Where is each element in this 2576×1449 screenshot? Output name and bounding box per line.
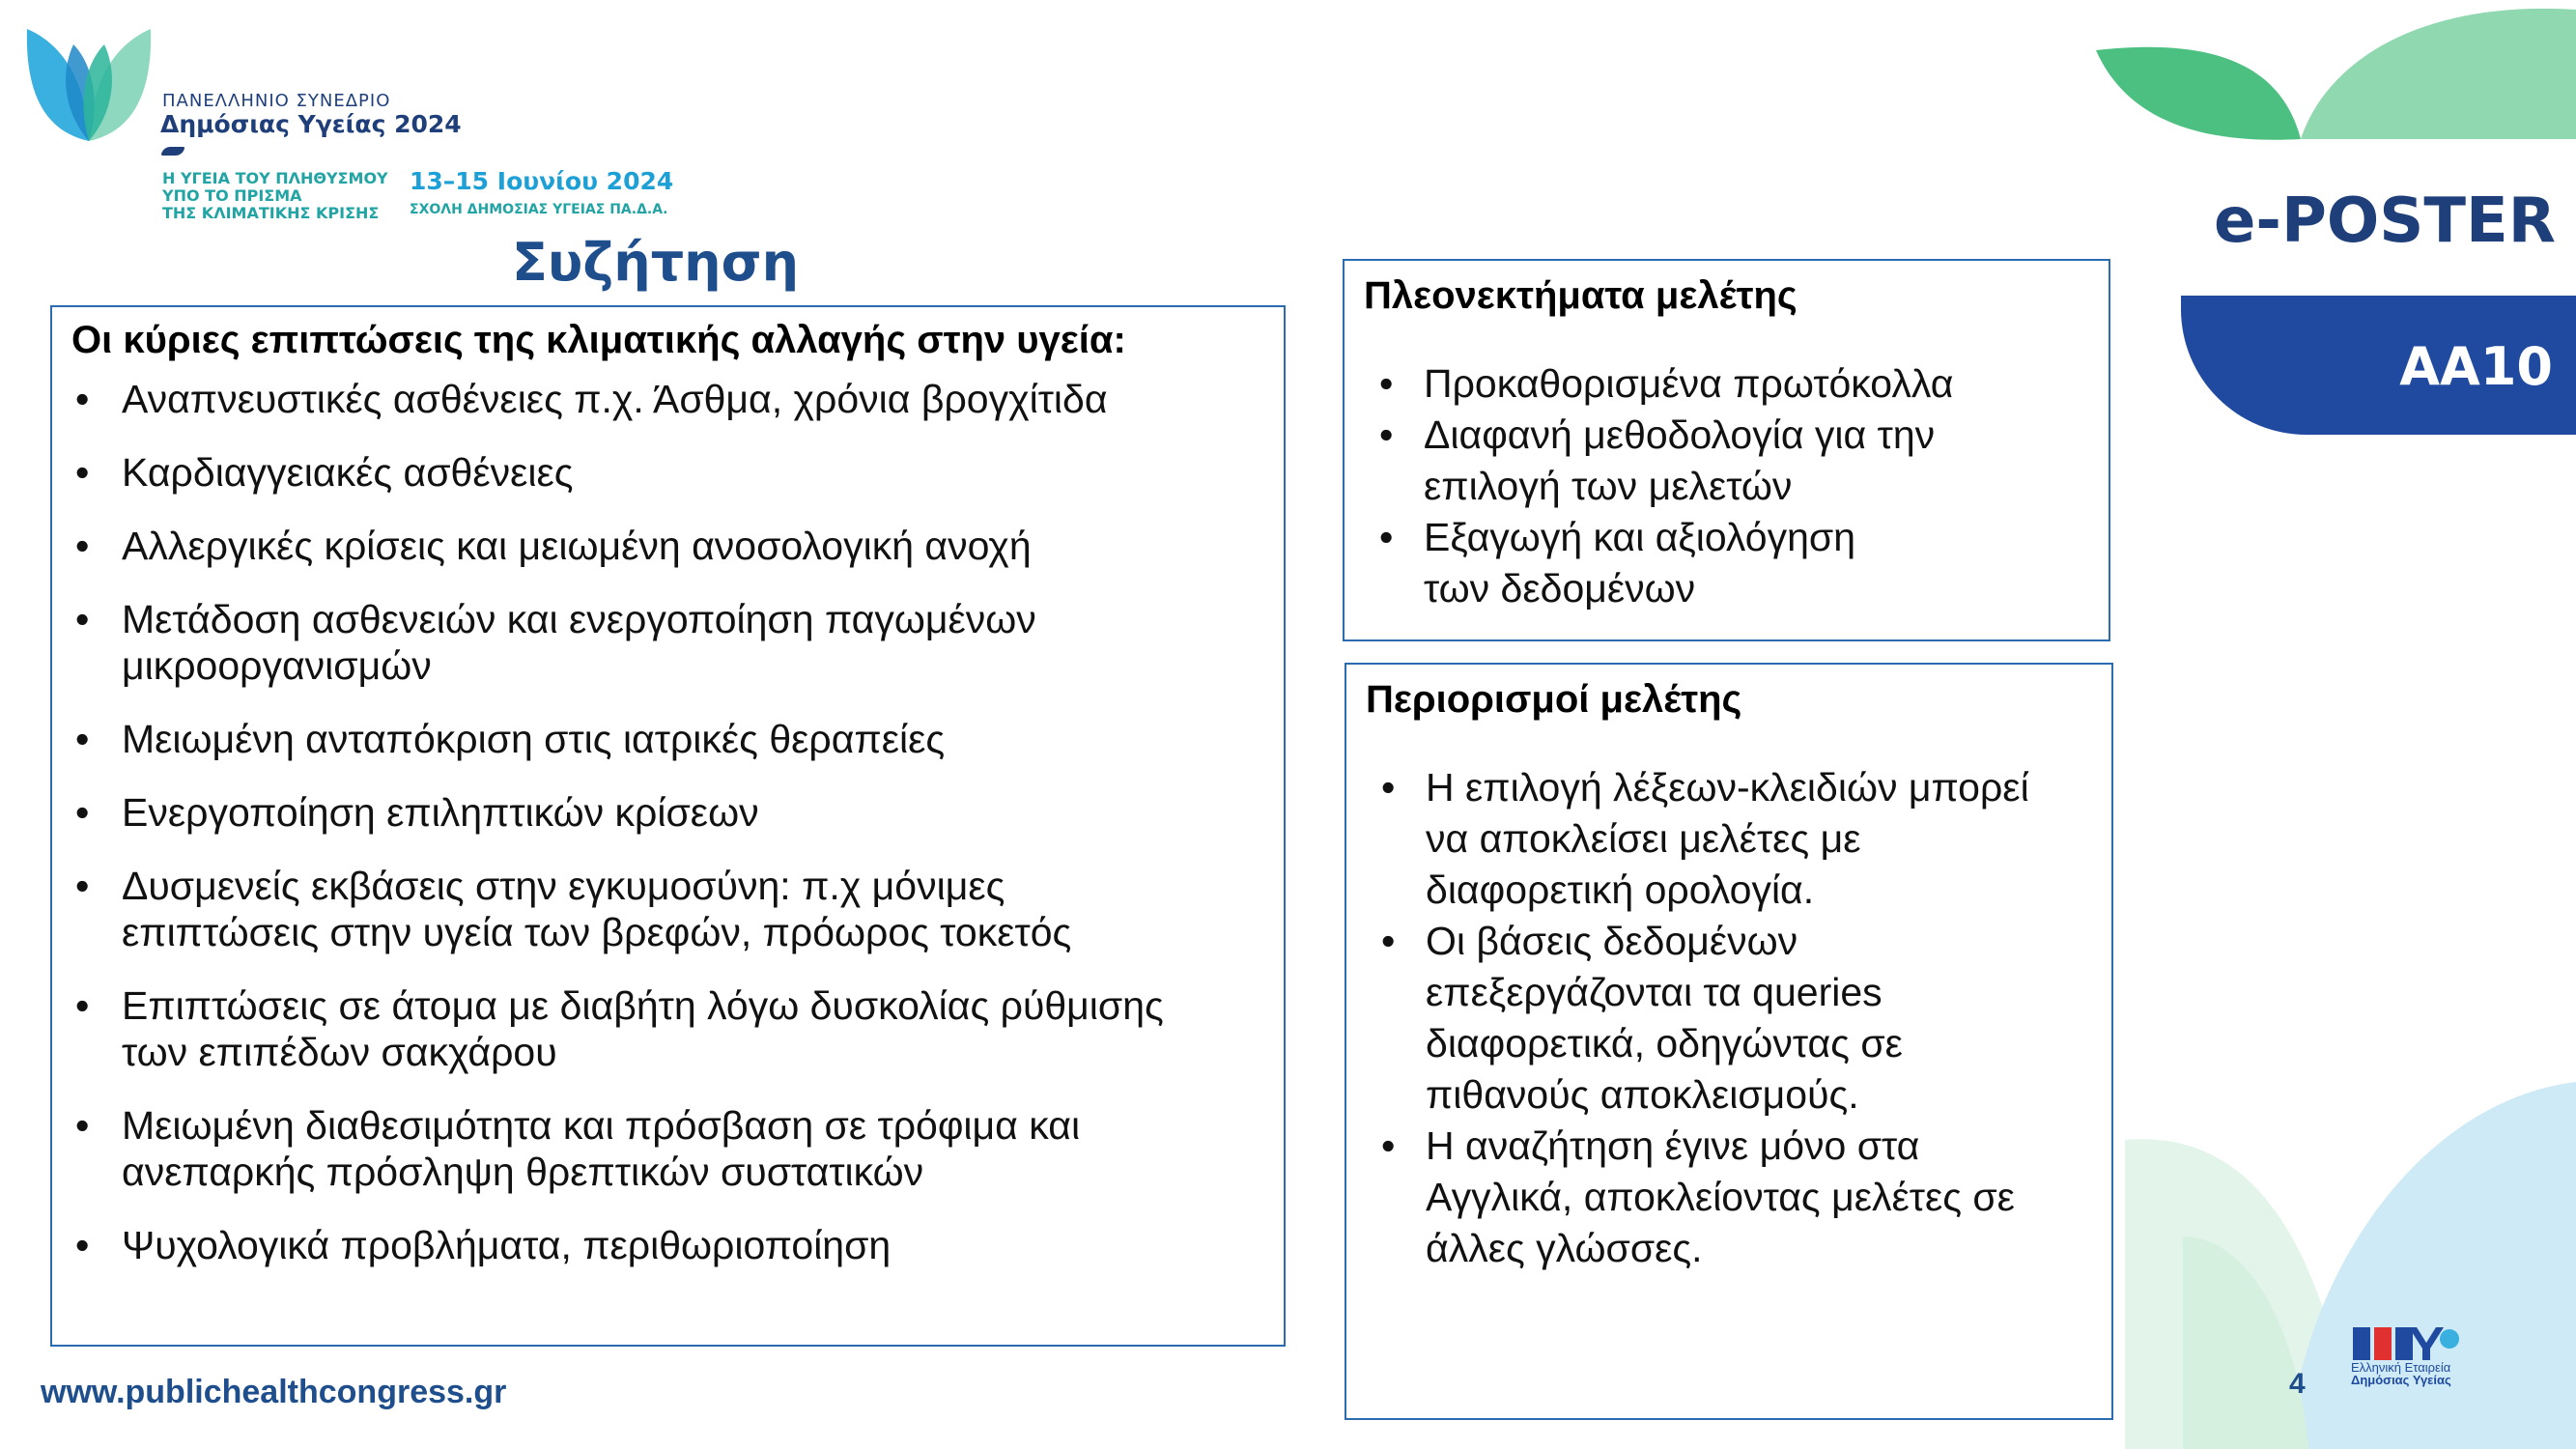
decorative-leaves-top-right xyxy=(2086,0,2576,145)
study-advantages-list xyxy=(1364,358,2089,614)
page-number: 4 xyxy=(2289,1368,2306,1400)
logo-subtitle-line: ΤΗΣ ΚΛΙΜΑΤΙΚΗΣ ΚΡΙΣΗΣ xyxy=(162,204,380,222)
list-item: • Αλλεργικές κρίσεις και μειωμένη ανοσολογική ανοχή xyxy=(71,523,1264,569)
study-advantages-heading: Πλεονεκτήματα μελέτης xyxy=(1364,274,1798,317)
health-impacts-box xyxy=(50,305,1286,1347)
logo-subtitle xyxy=(162,170,388,222)
logo-congress-name: Δημόσιας Υγείας 2024 xyxy=(160,110,462,138)
list-item: • Μειωμένη ανταπόκριση στις ιατρικές θεραπείες xyxy=(71,716,1264,762)
list-item: • Ενεργοποίηση επιληπτικών κρίσεων xyxy=(71,789,1264,836)
list-item: • Οι βάσεις δεδομένων επεξεργάζονται τα queries διαφορετικά, οδηγώντας σε πιθανούς αποκλεισμούς. xyxy=(1366,916,2092,1121)
list-item: • Αναπνευστικές ασθένειες π.χ. Άσθμα, χρόνια βρογχίτιδα xyxy=(71,376,1264,422)
list-item: • Η αναζήτηση έγινε μόνο στα Αγγλικά, αποκλείοντας μελέτες σε άλλες γλώσσες. xyxy=(1366,1121,2092,1274)
org-name-line1: Ελληνική Εταιρεία xyxy=(2351,1360,2451,1375)
list-item: • Επιπτώσεις σε άτομα με διαβήτη λόγω δυσκολίας ρύθμισης των επιπέδων σακχάρου xyxy=(71,982,1264,1075)
list-item: • Μειωμένη διαθεσιμότητα και πρόσβαση σε τρόφιμα και ανεπαρκής πρόσληψη θρεπτικών συστατικών xyxy=(71,1102,1264,1195)
poster-code-banner xyxy=(2181,296,2576,435)
list-item: • Προκαθορισμένα πρωτόκολλα xyxy=(1364,358,2089,410)
study-limitations-list xyxy=(1366,762,2092,1274)
logo-congress-label: ΠΑΝΕΛΛΗΝΙΟ ΣΥΝΕΔΡΙΟ xyxy=(162,91,391,111)
logo-dash-icon xyxy=(160,147,184,156)
list-item: • Διαφανή μεθοδολογία για την επιλογή των μελετών xyxy=(1364,410,2089,512)
page-title: Συζήτηση xyxy=(512,232,800,293)
congress-venue: ΣΧΟΛΗ ΔΗΜΟΣΙΑΣ ΥΓΕΙΑΣ ΠΑ.Δ.Α. xyxy=(410,202,668,217)
study-limitations-box xyxy=(1345,663,2113,1420)
health-impacts-list xyxy=(71,376,1264,1268)
logo-subtitle-line: ΥΠΟ ΤΟ ΠΡΙΣΜΑ xyxy=(162,186,302,205)
list-item: • Δυσμενείς εκβάσεις στην εγκυμοσύνη: π.χ μόνιμες επιπτώσεις στην υγεία των βρεφών, πρόωρος τοκετός xyxy=(71,863,1264,955)
decorative-shapes-bottom-right xyxy=(2125,1043,2576,1449)
website-link[interactable]: www.publichealthcongress.gr xyxy=(41,1374,507,1410)
list-item: • Η επιλογή λέξεων-κλειδιών μπορεί να αποκλείσει μελέτες με διαφορετική ορολογία. xyxy=(1366,762,2092,916)
list-item: • Καρδιαγγειακές ασθένειες xyxy=(71,449,1264,496)
list-item: • Μετάδοση ασθενειών και ενεργοποίηση παγωμένων μικροοργανισμών xyxy=(71,596,1264,689)
eposter-label: e-POSTER xyxy=(2214,185,2557,257)
org-name-line2: Δημόσιας Υγείας xyxy=(2351,1373,2451,1387)
congress-dates: 13–15 Ιουνίου 2024 xyxy=(410,167,674,195)
study-advantages-box xyxy=(1343,259,2110,641)
list-item: • Εξαγωγή και αξιολόγηση των δεδομένων xyxy=(1364,512,2089,614)
list-item: • Ψυχολογικά προβλήματα, περιθωριοποίηση xyxy=(71,1222,1264,1268)
logo-subtitle-line: Η ΥΓΕΙΑ ΤΟΥ ΠΛΗΘΥΣΜΟΥ xyxy=(162,169,388,187)
study-limitations-heading: Περιορισμοί μελέτης xyxy=(1366,678,1742,721)
congress-logo-icon xyxy=(25,25,153,147)
poster-code: ΑΑ10 xyxy=(2399,336,2553,397)
health-impacts-heading: Οι κύριες επιπτώσεις της κλιματικής αλλαγής στην υγεία: xyxy=(71,319,1126,361)
